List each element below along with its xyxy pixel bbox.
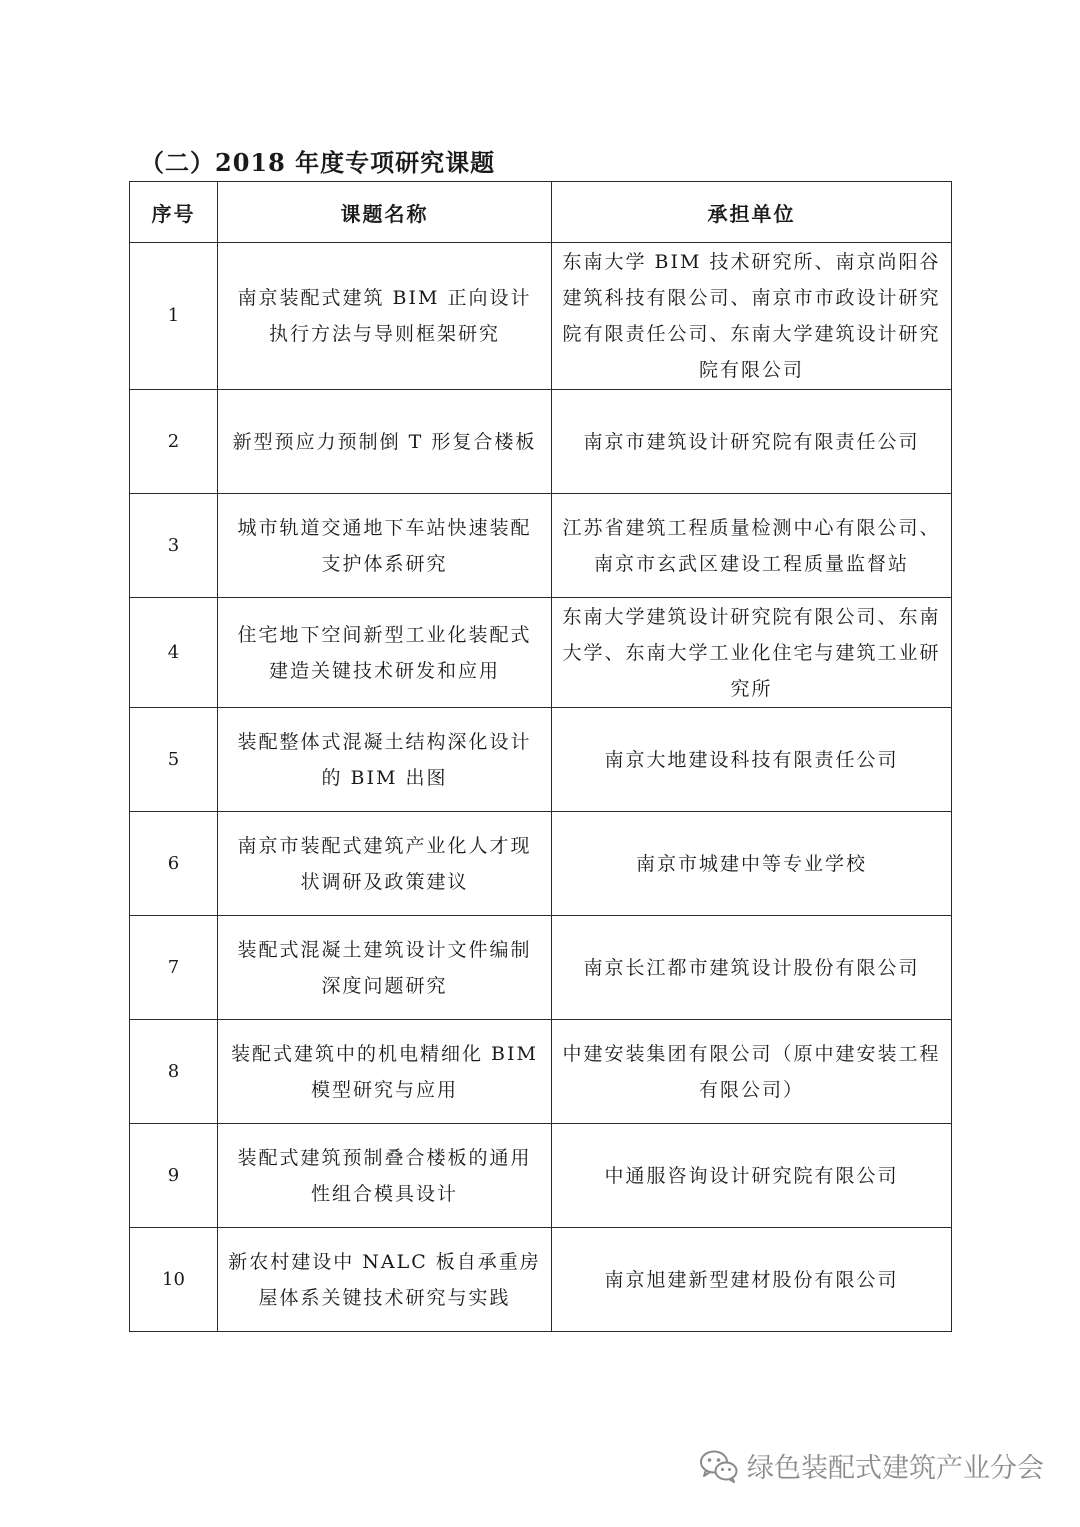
undertaking-unit: 中通服咨询设计研究院有限公司 bbox=[552, 1124, 952, 1228]
undertaking-unit: 南京长江都市建筑设计股份有限公司 bbox=[552, 916, 952, 1020]
header-topic-name: 课题名称 bbox=[218, 182, 552, 243]
header-undertaking-unit: 承担单位 bbox=[552, 182, 952, 243]
topic-name: 南京装配式建筑 BIM 正向设计执行方法与导则框架研究 bbox=[218, 243, 552, 390]
undertaking-unit: 南京市建筑设计研究院有限责任公司 bbox=[552, 390, 952, 494]
row-number: 10 bbox=[130, 1228, 218, 1332]
wechat-icon bbox=[699, 1449, 739, 1483]
topic-name: 南京市装配式建筑产业化人才现状调研及政策建议 bbox=[218, 812, 552, 916]
table-row bbox=[130, 598, 952, 708]
watermark-text: 绿色装配式建筑产业分会 bbox=[747, 1453, 1044, 1484]
row-number: 4 bbox=[130, 598, 218, 708]
row-number: 9 bbox=[130, 1124, 218, 1228]
table-row bbox=[130, 1228, 952, 1332]
topic-name: 住宅地下空间新型工业化装配式建造关键技术研发和应用 bbox=[218, 598, 552, 708]
table-row bbox=[130, 1124, 952, 1228]
topic-name: 城市轨道交通地下车站快速装配支护体系研究 bbox=[218, 494, 552, 598]
topic-name: 新农村建设中 NALC 板自承重房屋体系关键技术研究与实践 bbox=[218, 1228, 552, 1332]
table-header-row bbox=[130, 182, 952, 243]
undertaking-unit: 南京旭建新型建材股份有限公司 bbox=[552, 1228, 952, 1332]
row-number: 8 bbox=[130, 1020, 218, 1124]
table-row bbox=[130, 494, 952, 598]
row-number: 7 bbox=[130, 916, 218, 1020]
topic-name: 装配式建筑中的机电精细化 BIM 模型研究与应用 bbox=[218, 1020, 552, 1124]
topic-name: 装配式混凝土建筑设计文件编制深度问题研究 bbox=[218, 916, 552, 1020]
section-title: （二）2018 年度专项研究课题 bbox=[140, 148, 496, 177]
header-serial-number: 序号 bbox=[130, 182, 218, 243]
undertaking-unit: 江苏省建筑工程质量检测中心有限公司、南京市玄武区建设工程质量监督站 bbox=[552, 494, 952, 598]
row-number: 3 bbox=[130, 494, 218, 598]
undertaking-unit: 东南大学建筑设计研究院有限公司、东南大学、东南大学工业化住宅与建筑工业研究所 bbox=[552, 598, 952, 708]
row-number: 5 bbox=[130, 708, 218, 812]
table-row bbox=[130, 1020, 952, 1124]
undertaking-unit: 中建安装集团有限公司（原中建安装工程有限公司） bbox=[552, 1020, 952, 1124]
undertaking-unit: 南京大地建设科技有限责任公司 bbox=[552, 708, 952, 812]
table-row bbox=[130, 390, 952, 494]
table-row bbox=[130, 916, 952, 1020]
topic-name: 装配式建筑预制叠合楼板的通用性组合模具设计 bbox=[218, 1124, 552, 1228]
table-row bbox=[130, 243, 952, 390]
row-number: 1 bbox=[130, 243, 218, 390]
row-number: 2 bbox=[130, 390, 218, 494]
topic-name: 装配整体式混凝土结构深化设计的 BIM 出图 bbox=[218, 708, 552, 812]
undertaking-unit: 东南大学 BIM 技术研究所、南京尚阳谷建筑科技有限公司、南京市市政设计研究院有限责任公司、东南大学建筑设计研究院有限公司 bbox=[552, 243, 952, 390]
topic-name: 新型预应力预制倒 T 形复合楼板 bbox=[218, 390, 552, 494]
table-row bbox=[130, 708, 952, 812]
undertaking-unit: 南京市城建中等专业学校 bbox=[552, 812, 952, 916]
wechat-watermark bbox=[699, 1446, 1044, 1485]
row-number: 6 bbox=[130, 812, 218, 916]
research-topics-table bbox=[129, 181, 952, 1332]
table-row bbox=[130, 812, 952, 916]
